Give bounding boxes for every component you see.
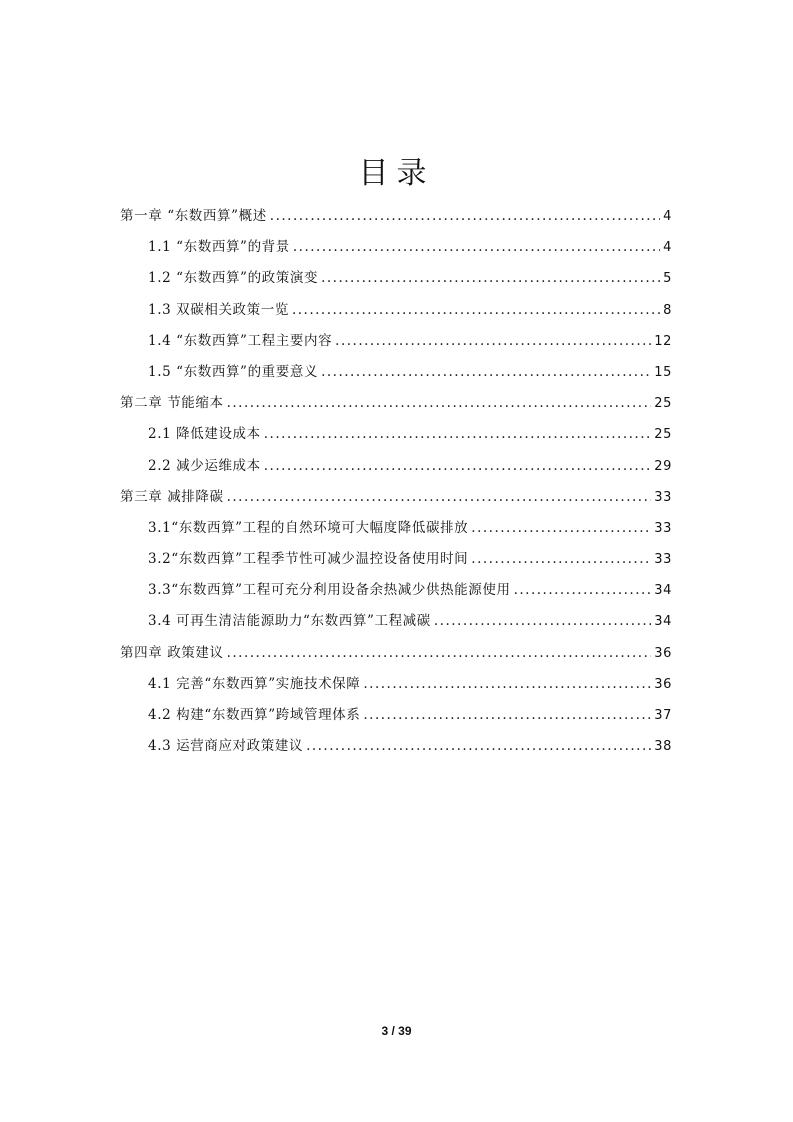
- toc-dot-leader: [264, 458, 651, 474]
- toc-entry-label: 第三章 减排降碳: [120, 488, 224, 505]
- toc-dot-leader: [434, 613, 651, 629]
- toc-entry-label: 3.1“东数西算”工程的自然环境可大幅度降低碳排放: [148, 519, 469, 536]
- toc-entry-label: 3.2“东数西算”工程季节性可减少温控设备使用时间: [148, 551, 469, 568]
- toc-section-entry[interactable]: [120, 454, 672, 485]
- toc-entry-page-number: 33: [654, 520, 672, 536]
- toc-entry-page-number: 29: [654, 458, 672, 474]
- toc-dot-leader: [293, 239, 660, 255]
- toc-section-entry[interactable]: [120, 703, 672, 734]
- toc-entry-label: 第四章 政策建议: [120, 644, 224, 661]
- toc-dot-leader: [363, 676, 651, 692]
- toc-dot-leader: [471, 551, 651, 567]
- toc-dot-leader: [292, 302, 660, 318]
- toc-entry-page-number: 34: [654, 583, 672, 599]
- toc-entry-page-number: 4: [663, 209, 672, 224]
- toc-section-entry[interactable]: [120, 298, 672, 329]
- toc-entry-page-number: 8: [663, 302, 672, 318]
- toc-entry-label: 第一章 “东数西算”概述: [120, 208, 267, 224]
- toc-dot-leader: [321, 270, 660, 286]
- toc-entry-page-number: 5: [663, 271, 672, 287]
- toc-dot-leader: [363, 707, 651, 723]
- toc-dot-leader: [264, 426, 651, 442]
- toc-entry-label: 1.5 “东数西算”的重要意义: [148, 363, 319, 380]
- page-indicator: 3 / 39: [381, 1024, 412, 1038]
- toc-entry-label: 2.1 降低建设成本: [148, 426, 261, 443]
- toc-section-entry[interactable]: [120, 329, 672, 360]
- toc-dot-leader: [471, 520, 651, 536]
- toc-dot-leader: [227, 645, 652, 661]
- toc-section-entry[interactable]: [120, 235, 672, 266]
- toc-chapter-entry[interactable]: [120, 641, 672, 672]
- toc-dot-leader: [227, 395, 652, 411]
- toc-section-entry[interactable]: [120, 516, 672, 547]
- toc-section-entry[interactable]: [120, 578, 672, 609]
- toc-entry-label: 1.1 “东数西算”的背景: [148, 239, 290, 256]
- toc-section-entry[interactable]: [120, 266, 672, 297]
- toc-entry-page-number: 25: [654, 427, 672, 443]
- toc-chapter-entry[interactable]: [120, 391, 672, 422]
- toc-entry-page-number: 25: [654, 396, 672, 412]
- toc-entry-label: 第二章 节能缩本: [120, 395, 224, 412]
- toc-entry-page-number: 33: [654, 489, 672, 505]
- toc-entry-page-number: 4: [663, 240, 672, 256]
- toc-entry-label: 2.2 减少运维成本: [148, 457, 261, 474]
- toc-section-entry[interactable]: [120, 672, 672, 703]
- toc-section-entry[interactable]: [120, 360, 672, 391]
- toc-entry-page-number: 36: [654, 676, 672, 692]
- toc-dot-leader: [335, 333, 651, 349]
- toc-entry-page-number: 33: [654, 552, 672, 568]
- table-of-contents: [120, 204, 672, 765]
- toc-entry-page-number: 12: [654, 333, 672, 349]
- toc-dot-leader: [514, 582, 652, 598]
- toc-section-entry[interactable]: [120, 609, 672, 640]
- toc-entry-label: 1.4 “东数西算”工程主要内容: [148, 332, 333, 349]
- toc-entry-page-number: 37: [654, 708, 672, 723]
- toc-dot-leader: [270, 208, 660, 224]
- toc-dot-leader: [306, 738, 651, 754]
- toc-section-entry[interactable]: [120, 734, 672, 765]
- toc-entry-page-number: 34: [654, 614, 672, 630]
- toc-section-entry[interactable]: [120, 422, 672, 453]
- toc-section-entry[interactable]: [120, 547, 672, 578]
- toc-entry-label: 4.2 构建“东数西算”跨域管理体系: [148, 707, 361, 723]
- toc-entry-label: 1.3 双碳相关政策一览: [148, 301, 289, 318]
- toc-entry-page-number: 38: [654, 739, 672, 755]
- toc-chapter-entry[interactable]: [120, 204, 672, 235]
- toc-dot-leader: [227, 489, 652, 505]
- toc-chapter-entry[interactable]: [120, 485, 672, 516]
- toc-entry-label: 4.3 运营商应对政策建议: [148, 738, 304, 755]
- page-title: 目录: [358, 156, 435, 191]
- toc-dot-leader: [321, 364, 651, 380]
- toc-entry-label: 1.2 “东数西算”的政策演变: [148, 270, 319, 287]
- toc-entry-label: 3.3“东数西算”工程可充分利用设备余热减少供热能源使用: [148, 582, 511, 599]
- toc-entry-page-number: 15: [654, 364, 672, 380]
- toc-entry-label: 3.4 可再生清洁能源助力“东数西算”工程减碳: [148, 613, 431, 630]
- toc-entry-label: 4.1 完善“东数西算”实施技术保障: [148, 675, 361, 692]
- toc-entry-page-number: 36: [654, 645, 672, 661]
